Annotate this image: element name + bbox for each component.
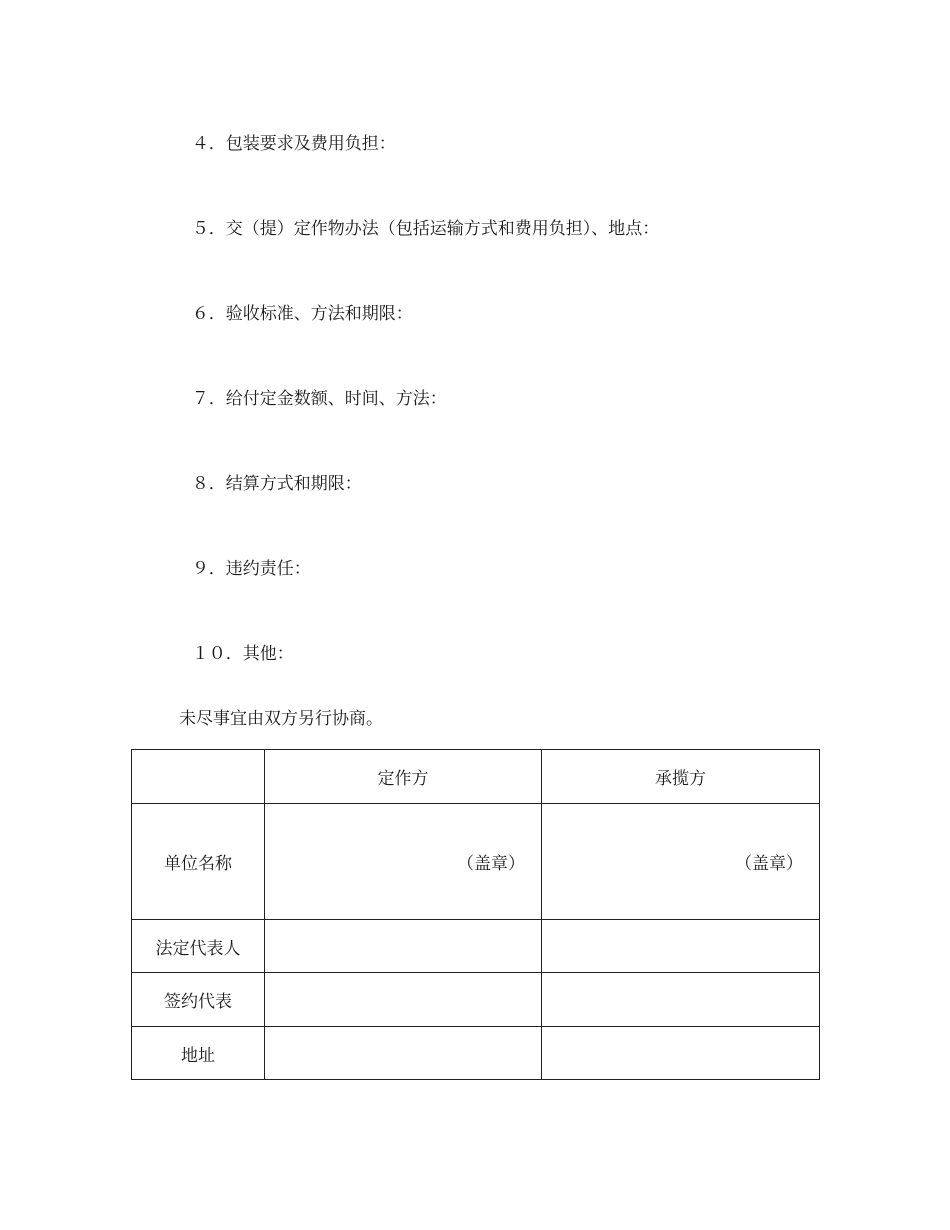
clause-5-text: ５．交（提）定作物办法（包括运输方式和费用负担）、地点：	[191, 219, 660, 239]
row-label-signing-rep: 签约代表	[132, 973, 265, 1027]
row-label-address: 地址	[132, 1027, 265, 1080]
row-label-unit-name: 单位名称	[132, 804, 265, 920]
contractor-seal-label: （盖章）	[735, 854, 803, 874]
table-row-signing-rep	[132, 973, 820, 1027]
table-row-legal-rep	[132, 920, 820, 973]
customer-legal-rep-cell[interactable]	[265, 920, 542, 973]
contractor-legal-rep-cell[interactable]	[542, 920, 820, 973]
clause-7-text: ７．给付定金数额、时间、方法：	[191, 389, 447, 409]
table-row-address	[132, 1027, 820, 1080]
header-contractor: 承揽方	[542, 750, 820, 804]
clause-6	[181, 284, 413, 324]
clause-10	[181, 624, 294, 664]
clause-4-text: ４．包装要求及费用负担：	[191, 134, 396, 154]
contractor-seal-cell[interactable]	[542, 804, 820, 920]
contractor-address-cell[interactable]	[542, 1027, 820, 1080]
clause-8-text: ８．结算方式和期限：	[191, 474, 362, 494]
clause-9-text: ９．违约责任：	[191, 559, 311, 579]
signature-table	[131, 749, 820, 1080]
customer-seal-cell[interactable]	[265, 804, 542, 920]
row-label-legal-rep: 法定代表人	[132, 920, 265, 973]
clause-8	[181, 454, 362, 494]
clause-10-text: １０．其他：	[191, 644, 294, 664]
clause-4	[181, 114, 396, 154]
header-blank-cell	[132, 750, 265, 804]
table-row-unit-name	[132, 804, 820, 920]
table-header-row	[132, 750, 820, 804]
customer-signing-rep-cell[interactable]	[265, 973, 542, 1027]
customer-seal-label: （盖章）	[457, 854, 525, 874]
header-customer: 定作方	[265, 750, 542, 804]
clause-6-text: ６．验收标准、方法和期限：	[191, 304, 413, 324]
clause-7	[181, 369, 447, 409]
contractor-signing-rep-cell[interactable]	[542, 973, 820, 1027]
clause-9	[181, 539, 311, 579]
closing-text: 未尽事宜由双方另行协商。	[179, 709, 383, 729]
customer-address-cell[interactable]	[265, 1027, 542, 1080]
clause-5	[181, 199, 659, 239]
